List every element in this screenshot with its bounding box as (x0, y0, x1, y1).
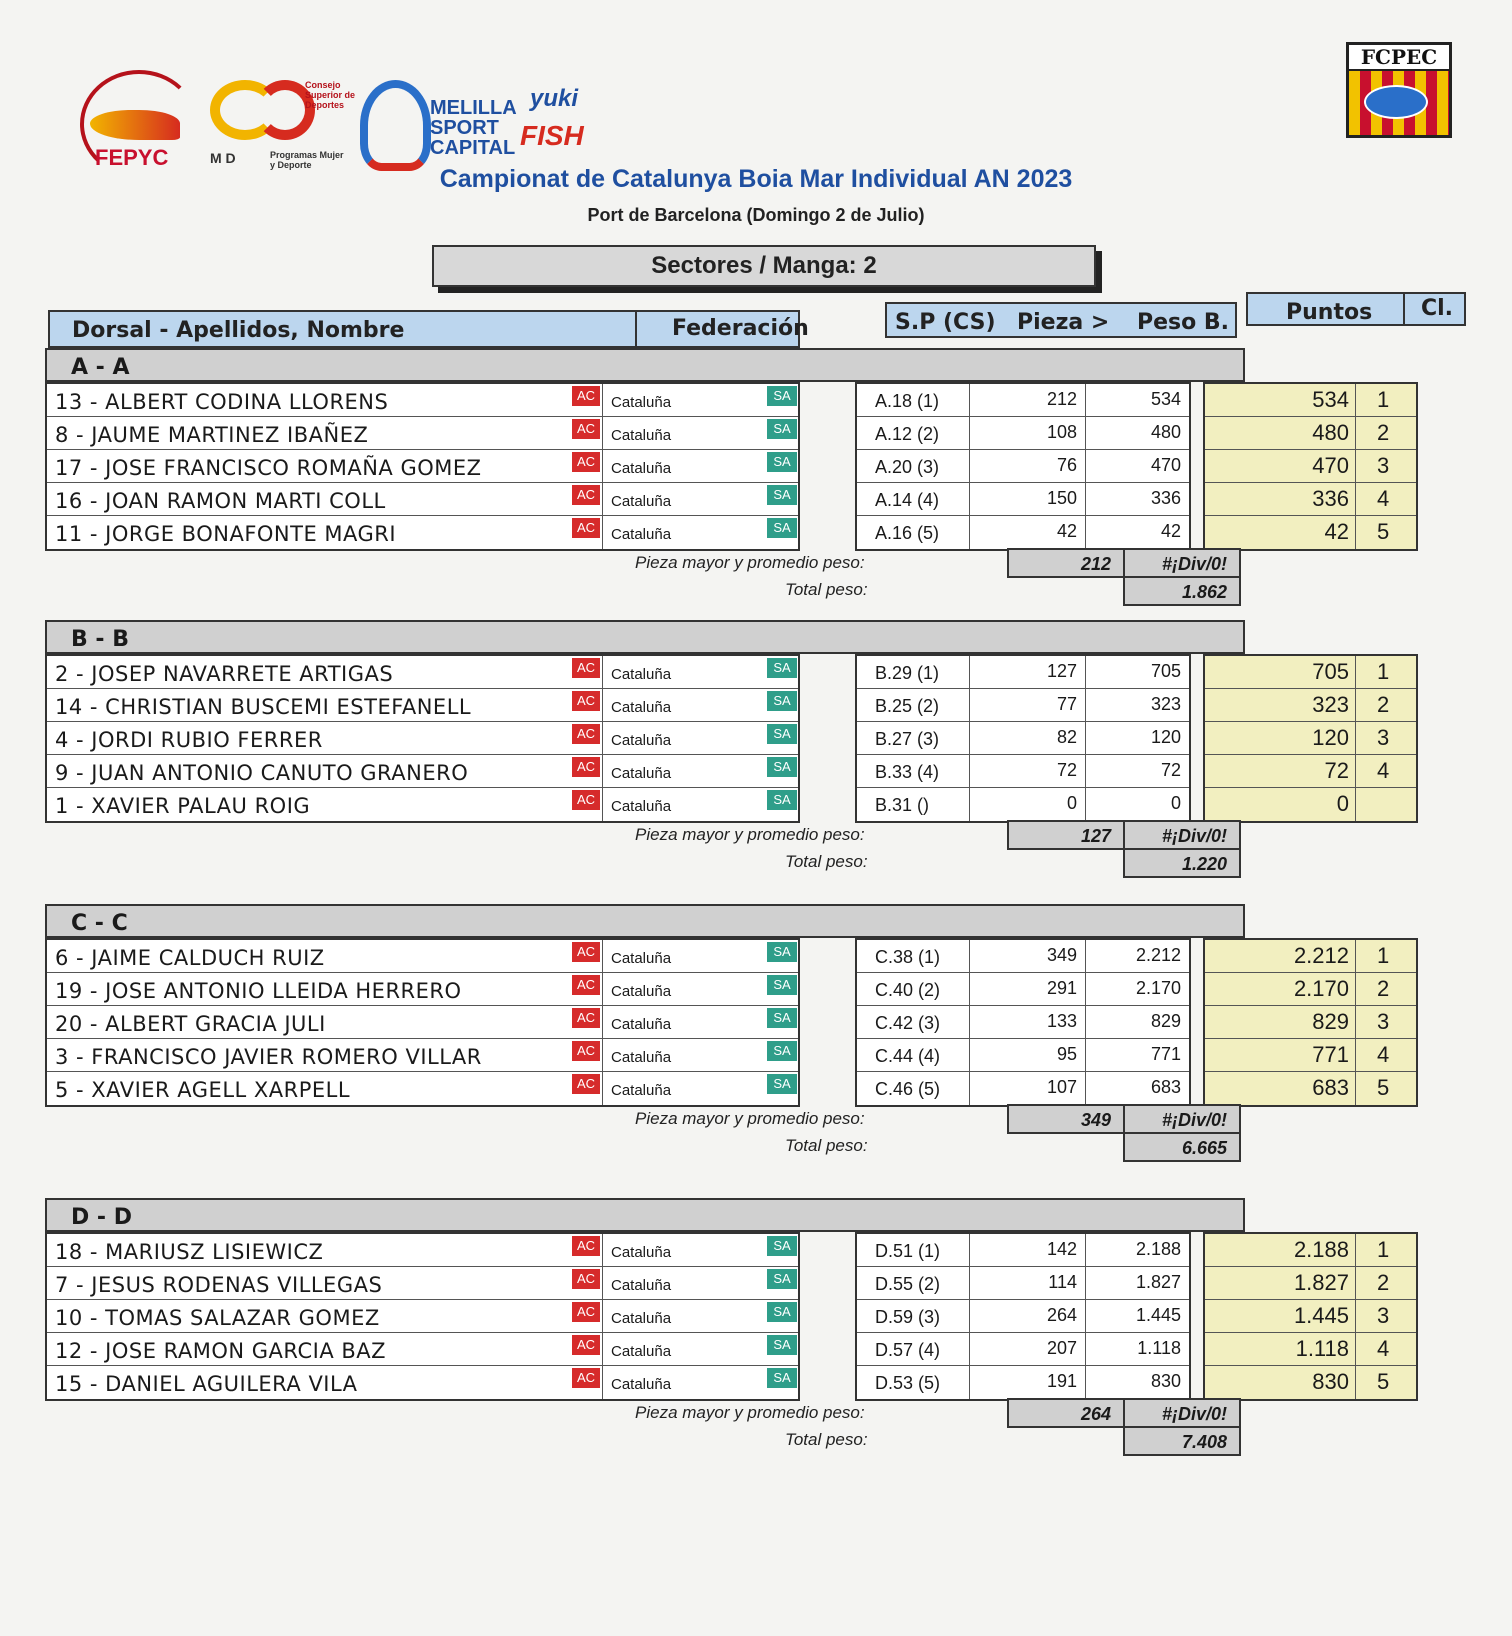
header-names: Dorsal - Apellidos, Nombre Federación (48, 310, 800, 348)
federation: Cataluña (611, 1016, 672, 1033)
table-row (47, 1300, 798, 1333)
table-row: C.40 (2) 291 2.170 (857, 973, 1189, 1006)
pieza-cell: 108 (969, 417, 1086, 450)
table-row (47, 788, 798, 821)
federation-cell (602, 689, 801, 722)
points-table (1203, 938, 1418, 1107)
federation: Cataluña (611, 699, 672, 716)
puntos-cell: 830 (1205, 1366, 1356, 1399)
competitor-name: 20 - ALBERT GRACIA JULI (55, 1012, 326, 1036)
table-row: 1.118 4 (1205, 1333, 1416, 1366)
sa-badge: SA (767, 658, 797, 678)
federation: Cataluña (611, 732, 672, 749)
sp-cell: A.14 (4) (857, 483, 970, 516)
puntos-cell: 2.188 (1205, 1234, 1356, 1267)
federation-cell (602, 722, 801, 755)
pieza-cell: 191 (969, 1366, 1086, 1399)
table-row: B.25 (2) 77 323 (857, 689, 1189, 722)
table-row: 683 5 (1205, 1072, 1416, 1105)
total-peso-label: Total peso: (785, 1136, 868, 1155)
sp-cell: D.59 (3) (857, 1300, 970, 1333)
table-row: 829 3 (1205, 1006, 1416, 1039)
table-row (47, 516, 798, 549)
table-row (47, 755, 798, 788)
fish-logo: FISH (520, 120, 584, 151)
competitor-name: 5 - XAVIER AGELL XARPELL (55, 1078, 351, 1102)
federation: Cataluña (611, 666, 672, 683)
sponsor-logos (70, 60, 670, 180)
federation-cell (602, 1300, 801, 1333)
competitor-name: 18 - MARIUSZ LISIEWICZ (55, 1240, 324, 1264)
table-row (47, 384, 798, 417)
sa-badge: SA (767, 1236, 797, 1256)
table-row: A.18 (1) 212 534 (857, 384, 1189, 417)
competitor-name: 15 - DANIEL AGUILERA VILA (55, 1372, 358, 1396)
table-row: 480 2 (1205, 417, 1416, 450)
federation: Cataluña (611, 1082, 672, 1099)
results-table (855, 1232, 1191, 1401)
ac-badge: AC (572, 1269, 600, 1289)
table-row: D.55 (2) 114 1.827 (857, 1267, 1189, 1300)
table-row (47, 722, 798, 755)
federation-cell (602, 656, 801, 689)
table-row (47, 940, 798, 973)
competitor-name: 2 - JOSEP NAVARRETE ARTIGAS (55, 662, 394, 686)
pieza-mayor-label: Pieza mayor y promedio peso: (635, 1403, 865, 1422)
yuki-logo: yuki (530, 85, 579, 112)
pieza-cell: 133 (969, 1006, 1086, 1039)
table-row: 120 3 (1205, 722, 1416, 755)
header-points: Puntos Cl. (1246, 292, 1466, 326)
ac-badge: AC (572, 1008, 600, 1028)
table-row (47, 1234, 798, 1267)
results-table (855, 382, 1191, 551)
competitor-name: 19 - JOSE ANTONIO LLEIDA HERRERO (55, 979, 462, 1003)
sa-badge: SA (767, 1368, 797, 1388)
table-row: A.20 (3) 76 470 (857, 450, 1189, 483)
sa-badge: SA (767, 1074, 797, 1094)
table-row: A.16 (5) 42 42 (857, 516, 1189, 549)
sa-badge: SA (767, 975, 797, 995)
ac-badge: AC (572, 691, 600, 711)
sa-badge: SA (767, 518, 797, 538)
pieza-cell: 82 (969, 722, 1086, 755)
table-row: 323 2 (1205, 689, 1416, 722)
sp-cell: D.53 (5) (857, 1366, 970, 1399)
total-peso-label: Total peso: (785, 1430, 868, 1449)
results-table (855, 654, 1191, 823)
pieza-cell: 107 (969, 1072, 1086, 1105)
total-peso-label: Total peso: (785, 580, 868, 599)
table-row (47, 1267, 798, 1300)
promedio-value: #¡Div/0! (1123, 1398, 1241, 1428)
federation: Cataluña (611, 394, 672, 411)
table-row (47, 1366, 798, 1399)
sp-cell: C.42 (3) (857, 1006, 970, 1039)
sa-badge: SA (767, 386, 797, 406)
sp-cell: C.44 (4) (857, 1039, 970, 1072)
sp-cell: D.51 (1) (857, 1234, 970, 1267)
puntos-cell: 534 (1205, 384, 1356, 417)
results-table (855, 938, 1191, 1107)
table-row: A.12 (2) 108 480 (857, 417, 1189, 450)
table-row (47, 689, 798, 722)
pieza-cell: 349 (969, 940, 1086, 973)
pieza-cell: 95 (969, 1039, 1086, 1072)
competitor-name: 1 - XAVIER PALAU ROIG (55, 794, 311, 818)
sa-badge: SA (767, 724, 797, 744)
names-table (45, 382, 800, 551)
puntos-cell: 2.212 (1205, 940, 1356, 973)
names-table (45, 938, 800, 1107)
federation: Cataluña (611, 1049, 672, 1066)
sa-badge: SA (767, 790, 797, 810)
table-row: B.27 (3) 82 120 (857, 722, 1189, 755)
page-title: Campionat de Catalunya Boia Mar Individual AN 2023 (439, 165, 1073, 193)
names-table (45, 654, 800, 823)
federation-cell (602, 755, 801, 788)
table-row: D.53 (5) 191 830 (857, 1366, 1189, 1399)
table-row: 705 1 (1205, 656, 1416, 689)
federation: Cataluña (611, 1277, 672, 1294)
puntos-cell: 829 (1205, 1006, 1356, 1039)
ac-badge: AC (572, 1074, 600, 1094)
federation: Cataluña (611, 526, 672, 543)
table-row (47, 1006, 798, 1039)
competitor-name: 14 - CHRISTIAN BUSCEMI ESTEFANELL (55, 695, 472, 719)
pieza-mayor-value: 212 (1007, 548, 1125, 578)
sector-header: B - B (45, 620, 1245, 654)
federation-cell (602, 516, 801, 549)
puntos-cell: 1.118 (1205, 1333, 1356, 1366)
pieza-cell: 0 (969, 788, 1086, 821)
federation: Cataluña (611, 765, 672, 782)
table-row: D.59 (3) 264 1.445 (857, 1300, 1189, 1333)
competitor-name: 13 - ALBERT CODINA LLORENS (55, 390, 389, 414)
puntos-cell: 336 (1205, 483, 1356, 516)
table-row (47, 656, 798, 689)
federation: Cataluña (611, 950, 672, 967)
sa-badge: SA (767, 485, 797, 505)
page-subtitle: Port de Barcelona (Domingo 2 de Julio) (587, 205, 925, 225)
points-table (1203, 654, 1418, 823)
federation-cell (602, 940, 801, 973)
table-row: D.51 (1) 142 2.188 (857, 1234, 1189, 1267)
table-row: 2.188 1 (1205, 1234, 1416, 1267)
federation-cell (602, 483, 801, 516)
ac-badge: AC (572, 1041, 600, 1061)
puntos-cell: 323 (1205, 689, 1356, 722)
fepyc-logo: FEPYC (70, 70, 200, 180)
federation: Cataluña (611, 983, 672, 1000)
competitor-name: 6 - JAIME CALDUCH RUIZ (55, 946, 325, 970)
puntos-cell: 1.827 (1205, 1267, 1356, 1300)
sp-cell: A.16 (5) (857, 516, 970, 549)
table-row: C.46 (5) 107 683 (857, 1072, 1189, 1105)
ac-badge: AC (572, 1335, 600, 1355)
ac-badge: AC (572, 975, 600, 995)
table-row: C.42 (3) 133 829 (857, 1006, 1189, 1039)
federation-cell (602, 1234, 801, 1267)
sector-header: D - D (45, 1198, 1245, 1232)
puntos-cell: 42 (1205, 516, 1356, 549)
sector-header: C - C (45, 904, 1245, 938)
puntos-cell: 771 (1205, 1039, 1356, 1072)
sa-badge: SA (767, 1302, 797, 1322)
ac-badge: AC (572, 452, 600, 472)
competitor-name: 11 - JORGE BONAFONTE MAGRI (55, 522, 397, 546)
points-table (1203, 382, 1418, 551)
total-peso-value: 6.665 (1123, 1132, 1241, 1162)
total-peso-value: 1.862 (1123, 576, 1241, 606)
table-row (47, 973, 798, 1006)
federation-cell (602, 1072, 801, 1105)
federation: Cataluña (611, 798, 672, 815)
ac-badge: AC (572, 790, 600, 810)
total-peso-value: 1.220 (1123, 848, 1241, 878)
fcpec-logo: FCPEC (1346, 42, 1452, 138)
sp-cell: B.31 () (857, 788, 970, 821)
competitor-name: 7 - JESUS RODENAS VILLEGAS (55, 1273, 383, 1297)
federation-cell (602, 973, 801, 1006)
table-row: 2.170 2 (1205, 973, 1416, 1006)
table-row: 771 4 (1205, 1039, 1416, 1072)
sector-header: A - A (45, 348, 1245, 382)
federation: Cataluña (611, 1343, 672, 1360)
puntos-cell: 72 (1205, 755, 1356, 788)
csd-logo: Consejo Superior de Deportes M D Programas Mujer y Deporte (210, 80, 356, 170)
competitor-name: 12 - JOSE RAMON GARCIA BAZ (55, 1339, 387, 1363)
competitor-name: 16 - JOAN RAMON MARTI COLL (55, 489, 386, 513)
sa-badge: SA (767, 691, 797, 711)
table-row: 336 4 (1205, 483, 1416, 516)
competitor-name: 8 - JAUME MARTINEZ IBAÑEZ (55, 423, 369, 447)
federation-cell (602, 384, 801, 417)
points-table (1203, 1232, 1418, 1401)
sp-cell: B.29 (1) (857, 656, 970, 689)
melilla-logo: MELILLA SPORT CAPITAL (360, 80, 520, 180)
sp-cell: D.55 (2) (857, 1267, 970, 1300)
puntos-cell: 1.445 (1205, 1300, 1356, 1333)
sp-cell: D.57 (4) (857, 1333, 970, 1366)
pieza-mayor-label: Pieza mayor y promedio peso: (635, 1109, 865, 1128)
total-peso-value: 7.408 (1123, 1426, 1241, 1456)
ac-badge: AC (572, 757, 600, 777)
federation: Cataluña (611, 1310, 672, 1327)
table-row (47, 1333, 798, 1366)
puntos-cell: 683 (1205, 1072, 1356, 1105)
pieza-cell: 264 (969, 1300, 1086, 1333)
competitor-name: 3 - FRANCISCO JAVIER ROMERO VILLAR (55, 1045, 482, 1069)
table-row: 1.827 2 (1205, 1267, 1416, 1300)
sa-badge: SA (767, 1335, 797, 1355)
federation-cell (602, 417, 801, 450)
puntos-cell: 705 (1205, 656, 1356, 689)
sa-badge: SA (767, 1008, 797, 1028)
ac-badge: AC (572, 518, 600, 538)
pieza-cell: 212 (969, 384, 1086, 417)
sa-badge: SA (767, 1041, 797, 1061)
ac-badge: AC (572, 1236, 600, 1256)
ac-badge: AC (572, 724, 600, 744)
ac-badge: AC (572, 1368, 600, 1388)
ac-badge: AC (572, 942, 600, 962)
table-row: 534 1 (1205, 384, 1416, 417)
sa-badge: SA (767, 942, 797, 962)
sp-cell: B.27 (3) (857, 722, 970, 755)
pieza-mayor-label: Pieza mayor y promedio peso: (635, 553, 865, 572)
pieza-mayor-value: 127 (1007, 820, 1125, 850)
sp-cell: C.40 (2) (857, 973, 970, 1006)
puntos-cell: 2.170 (1205, 973, 1356, 1006)
pieza-cell: 207 (969, 1333, 1086, 1366)
table-row: 1.445 3 (1205, 1300, 1416, 1333)
table-row: B.29 (1) 127 705 (857, 656, 1189, 689)
sp-cell: B.33 (4) (857, 755, 970, 788)
table-row (47, 417, 798, 450)
federation-cell (602, 1006, 801, 1039)
pieza-cell: 127 (969, 656, 1086, 689)
pieza-mayor-value: 349 (1007, 1104, 1125, 1134)
pieza-cell: 150 (969, 483, 1086, 516)
pieza-cell: 77 (969, 689, 1086, 722)
puntos-cell: 120 (1205, 722, 1356, 755)
ac-badge: AC (572, 386, 600, 406)
puntos-cell: 0 (1205, 788, 1356, 821)
promedio-value: #¡Div/0! (1123, 548, 1241, 578)
federation-cell (602, 788, 801, 821)
federation-cell (602, 1039, 801, 1072)
federation-cell (602, 1333, 801, 1366)
federation: Cataluña (611, 1376, 672, 1393)
table-row: B.33 (4) 72 72 (857, 755, 1189, 788)
federation: Cataluña (611, 460, 672, 477)
promedio-value: #¡Div/0! (1123, 1104, 1241, 1134)
federation-cell (602, 1366, 801, 1399)
table-row: 2.212 1 (1205, 940, 1416, 973)
sa-badge: SA (767, 452, 797, 472)
table-row: C.44 (4) 95 771 (857, 1039, 1189, 1072)
table-row: C.38 (1) 349 2.212 (857, 940, 1189, 973)
ac-badge: AC (572, 1302, 600, 1322)
sp-cell: A.12 (2) (857, 417, 970, 450)
sa-badge: SA (767, 1269, 797, 1289)
table-row (1205, 788, 1416, 821)
competitor-name: 9 - JUAN ANTONIO CANUTO GRANERO (55, 761, 469, 785)
federation-cell (602, 450, 801, 483)
federation-cell (602, 1267, 801, 1300)
table-row: 42 5 (1205, 516, 1416, 549)
federation: Cataluña (611, 427, 672, 444)
sp-cell: A.18 (1) (857, 384, 970, 417)
pieza-mayor-label: Pieza mayor y promedio peso: (635, 825, 865, 844)
table-row: 470 3 (1205, 450, 1416, 483)
names-table (45, 1232, 800, 1401)
competitor-name: 10 - TOMAS SALAZAR GOMEZ (55, 1306, 380, 1330)
total-peso-label: Total peso: (785, 852, 868, 871)
table-row: 72 4 (1205, 755, 1416, 788)
puntos-cell: 470 (1205, 450, 1356, 483)
sa-badge: SA (767, 757, 797, 777)
pieza-cell: 114 (969, 1267, 1086, 1300)
pieza-cell: 142 (969, 1234, 1086, 1267)
competitor-name: 4 - JORDI RUBIO FERRER (55, 728, 323, 752)
federation: Cataluña (611, 1244, 672, 1261)
federation: Cataluña (611, 493, 672, 510)
sp-cell: B.25 (2) (857, 689, 970, 722)
promedio-value: #¡Div/0! (1123, 820, 1241, 850)
sp-cell: C.46 (5) (857, 1072, 970, 1105)
pieza-mayor-value: 264 (1007, 1398, 1125, 1428)
table-row (47, 1072, 798, 1105)
table-row (47, 450, 798, 483)
table-row: B.31 () 0 0 (857, 788, 1189, 821)
sp-cell: A.20 (3) (857, 450, 970, 483)
ac-badge: AC (572, 658, 600, 678)
sa-badge: SA (767, 419, 797, 439)
ac-badge: AC (572, 485, 600, 505)
pieza-cell: 76 (969, 450, 1086, 483)
sp-cell: C.38 (1) (857, 940, 970, 973)
competitor-name: 17 - JOSE FRANCISCO ROMAÑA GOMEZ (55, 456, 482, 480)
puntos-cell: 480 (1205, 417, 1356, 450)
pieza-cell: 42 (969, 516, 1086, 549)
table-row: A.14 (4) 150 336 (857, 483, 1189, 516)
ac-badge: AC (572, 419, 600, 439)
header-results: S.P (CS) Pieza > Peso B. (885, 302, 1237, 338)
manga-banner: Sectores / Manga: 2 (432, 245, 1096, 287)
table-row (47, 483, 798, 516)
pieza-cell: 72 (969, 755, 1086, 788)
table-row (47, 1039, 798, 1072)
table-row: D.57 (4) 207 1.118 (857, 1333, 1189, 1366)
pieza-cell: 291 (969, 973, 1086, 1006)
table-row: 830 5 (1205, 1366, 1416, 1399)
